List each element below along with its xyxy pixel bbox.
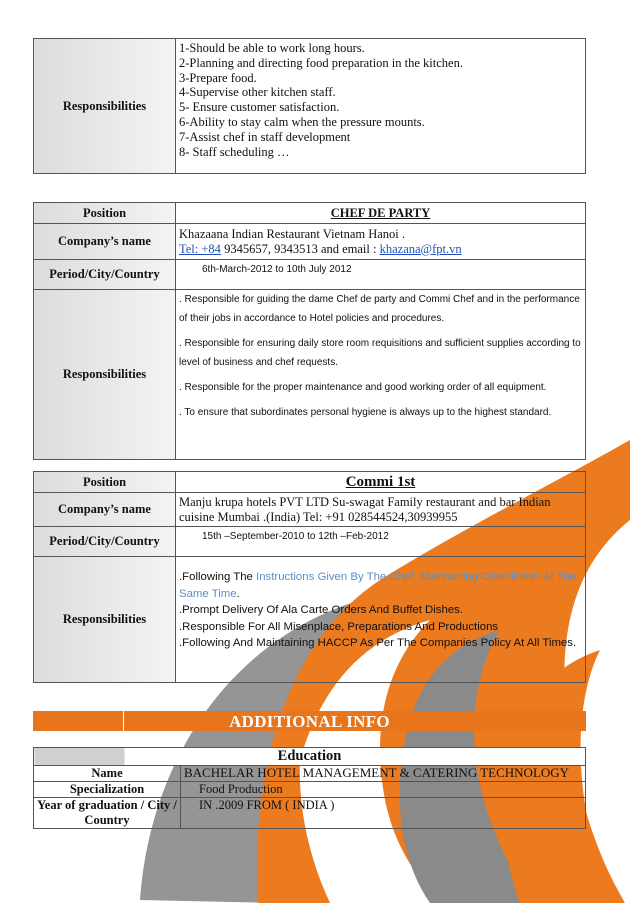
list-item: .Responsible For All Misenplace, Preparations And Productions (179, 620, 499, 633)
position-label: Position (34, 203, 176, 224)
company-value: Manju krupa hotels PVT LTD Su-swagat Family restaurant and bar Indian cuisine Mumbai .(India) Tel: +91 028544524,30939955 (176, 493, 586, 527)
company-label: Company’s name (34, 224, 176, 260)
position-label: Position (34, 472, 176, 493)
list-item: 2-Planning and directing food preparation in the kitchen. (179, 55, 463, 70)
position-value: CHEF DE PARTY (176, 203, 586, 224)
list-item: . Responsible for guiding the dame Chef de party and Commi Chef and in the performance of their jobs in accordance to Hotel policies and procedures. (179, 294, 580, 324)
email-link[interactable]: khazana@fpt.vn (379, 241, 462, 256)
period-value: 6th-March-2012 to 10th July 2012 (176, 260, 586, 290)
year-label: Year of graduation / City / Country (34, 798, 181, 829)
company-label: Company’s name (34, 493, 176, 527)
company-value: Khazaana Indian Restaurant Vietnam Hanoi . Tel: +84 9345657, 9343513 and email : khazana@fpt.vn (176, 224, 586, 260)
list-item: 8- Staff scheduling … (179, 144, 290, 159)
period-value: 15th –September-2010 to 12th –Feb-2012 (176, 527, 586, 557)
list-item: .Prompt Delivery Of Ala Carte Orders And Buffet Dishes. (179, 604, 464, 616)
education-table (33, 747, 586, 829)
responsibilities-list (176, 557, 586, 683)
list-item: 6-Ability to stay calm when the pressure mounts. (179, 114, 425, 129)
list-item: . Responsible for the proper maintenance and good working order of all equipment. (179, 382, 547, 393)
tel-link[interactable]: Tel: +84 (179, 241, 221, 256)
additional-info-title: ADDITIONAL INFO (229, 712, 390, 731)
list-item: 3-Prepare food. (179, 70, 257, 85)
responsibilities-table-1 (33, 38, 586, 174)
list-item: .Following And Maintaining HACCP As Per The Companies Policy At All Times. (179, 637, 577, 649)
specialization-value: Food Production (181, 782, 586, 798)
year-value: IN .2009 FROM ( INDIA ) (181, 798, 586, 829)
responsibilities-label: Responsibilities (34, 557, 176, 683)
name-label: Name (34, 766, 181, 782)
responsibilities-list (176, 290, 586, 460)
period-label: Period/City/Country (34, 527, 176, 557)
job-table-commi (33, 471, 586, 683)
list-item: . Responsible for ensuring daily store room requisitions and sufficient supplies according to level of business and chef requests. (179, 338, 581, 368)
job-table-chef-de-party (33, 202, 586, 460)
list-item: 1-Should be able to work long hours. (179, 41, 365, 55)
name-value: BACHELAR HOTEL MANAGEMENT & CATERING TECHNOLOGY (181, 766, 586, 782)
period-label: Period/City/Country (34, 260, 176, 290)
list-item: . To ensure that subordinates personal hygiene is always up to the highest standard. (179, 407, 552, 418)
education-title: Education (34, 748, 586, 766)
list-item: .Following The Instructions Given By The Chef, Maintaining Cleanliness At The Same Time. (179, 571, 576, 600)
position-value: Commi 1st (176, 472, 586, 493)
list-item: 7-Assist chef in staff development (179, 129, 351, 144)
specialization-label: Specialization (34, 782, 181, 798)
list-item: 5- Ensure customer satisfaction. (179, 100, 340, 115)
responsibilities-label: Responsibilities (34, 290, 176, 460)
responsibilities-list (176, 39, 586, 174)
responsibilities-label: Responsibilities (34, 39, 176, 174)
list-item: 4-Supervise other kitchen staff. (179, 85, 336, 100)
additional-info-banner (33, 711, 586, 731)
